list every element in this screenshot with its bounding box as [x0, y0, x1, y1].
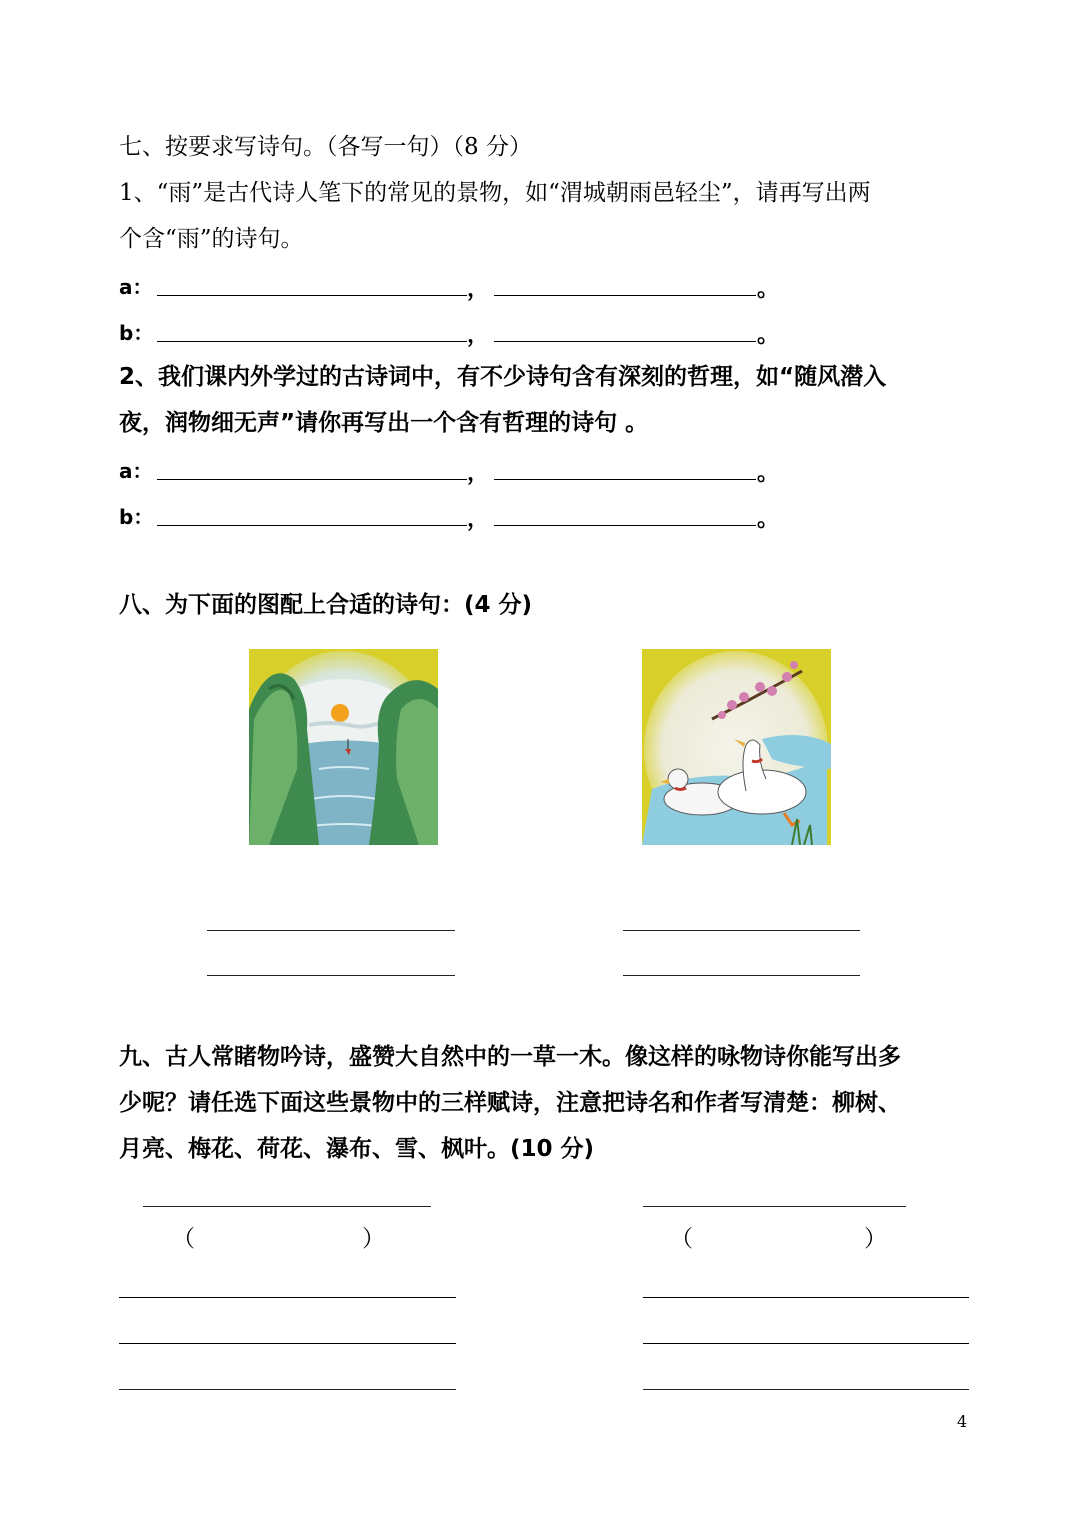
- q2-b-period: 。: [757, 507, 780, 532]
- q2-label-a: a：: [119, 459, 153, 483]
- q2-a-period: 。: [757, 461, 780, 486]
- poem2-author-paren-open: （: [670, 1226, 693, 1252]
- section9-heading-line3: 月亮、梅花、荷花、瀑布、雪、枫叶。(10 分): [119, 1136, 595, 1162]
- q1-b-blank-1[interactable]: [157, 341, 467, 342]
- picture2-answer-line2[interactable]: [623, 975, 860, 976]
- section8-heading: 八、为下面的图配上合适的诗句：(4 分): [119, 592, 533, 618]
- q2-a-blank-1[interactable]: [157, 479, 467, 480]
- q2-a-blank-2[interactable]: [494, 479, 756, 480]
- q2-b-comma: ，: [467, 507, 490, 532]
- q1-a-period: 。: [757, 277, 780, 302]
- poem2-line2[interactable]: [643, 1343, 969, 1344]
- picture1-answer-line2[interactable]: [207, 975, 455, 976]
- poem2-line1[interactable]: [643, 1297, 969, 1298]
- poem1-line1[interactable]: [119, 1297, 456, 1298]
- river-gorge-picture: [249, 649, 438, 845]
- poem1-author-paren-close: ）: [362, 1226, 385, 1252]
- poem2-author-paren-close: ）: [864, 1226, 887, 1252]
- q2-text-line1: 2、我们课内外学过的古诗词中，有不少诗句含有深刻的哲理，如“随风潜入: [119, 364, 887, 390]
- q1-label-b: b：: [119, 321, 154, 345]
- page-number: 4: [957, 1412, 968, 1431]
- q1-a-comma: ，: [467, 277, 490, 302]
- q1-a-blank-1[interactable]: [157, 295, 467, 296]
- q1-b-blank-2[interactable]: [494, 341, 756, 342]
- poem1-author-paren-open: （: [172, 1226, 195, 1252]
- poem2-line3[interactable]: [643, 1389, 969, 1390]
- poem1-line3[interactable]: [119, 1389, 456, 1390]
- q1-b-period: 。: [757, 323, 780, 348]
- poem1-line2[interactable]: [119, 1343, 456, 1344]
- q2-b-blank-1[interactable]: [157, 525, 467, 526]
- section9-heading-line2: 少呢？请任选下面这些景物中的三样赋诗，注意把诗名和作者写清楚：柳树、: [119, 1090, 901, 1116]
- q2-b-blank-2[interactable]: [494, 525, 756, 526]
- poem2-title-line[interactable]: [643, 1206, 906, 1207]
- q2-text-line2: 夜，润物细无声”请你再写出一个含有哲理的诗句 。: [119, 410, 649, 436]
- q1-label-a: a：: [119, 275, 153, 299]
- ducks-blossom-picture: [642, 649, 831, 845]
- section9-heading-line1: 九、古人常睹物吟诗，盛赞大自然中的一草一木。像这样的咏物诗你能写出多: [119, 1044, 901, 1070]
- q1-a-blank-2[interactable]: [494, 295, 756, 296]
- q1-text-line1: 1、“雨”是古代诗人笔下的常见的景物，如“渭城朝雨邑轻尘”，请再写出两: [119, 180, 871, 206]
- picture1-answer-line1[interactable]: [207, 930, 455, 931]
- q1-b-comma: ，: [467, 323, 490, 348]
- section7-heading: 七、按要求写诗句。（各写一句）（8 分）: [119, 134, 532, 160]
- q2-a-comma: ，: [467, 461, 490, 486]
- picture2-answer-line1[interactable]: [623, 930, 860, 931]
- poem1-title-line[interactable]: [143, 1206, 431, 1207]
- q1-text-line2: 个含“雨”的诗句。: [119, 226, 304, 252]
- q2-label-b: b：: [119, 505, 154, 529]
